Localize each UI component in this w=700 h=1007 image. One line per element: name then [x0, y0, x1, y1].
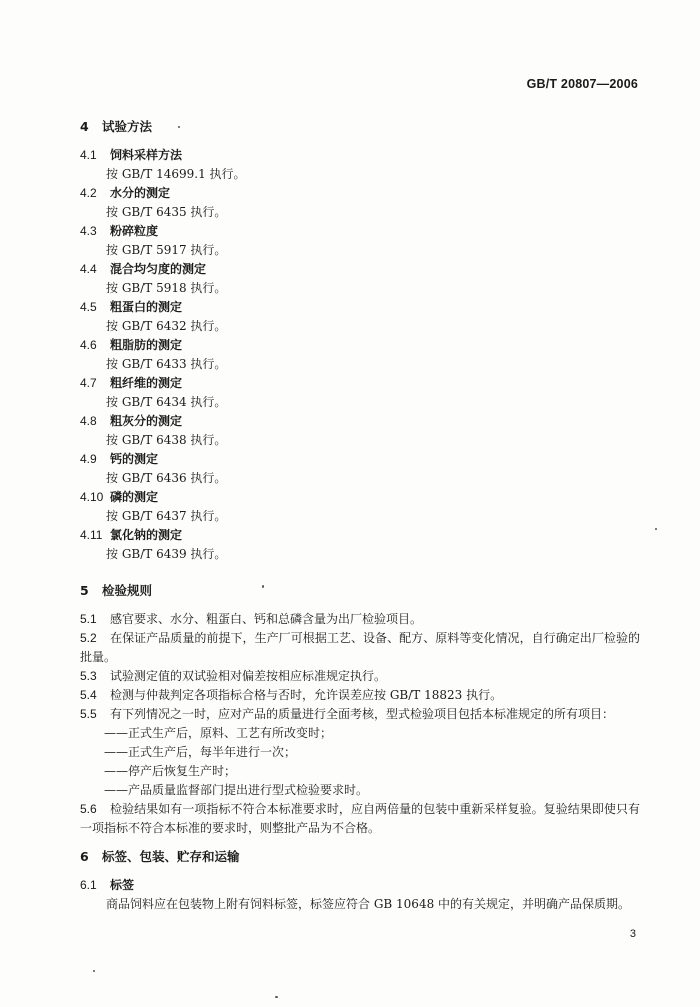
- section-title: 标签、包装、贮存和运输: [102, 849, 240, 864]
- rule-5-5-item: ——正式生产后，原料、工艺有所改变时；: [104, 726, 333, 740]
- section-4-item: [80, 412, 640, 450]
- item-number: 4.9: [80, 452, 97, 466]
- rule-text: 检验结果如有一项指标不符合本标准要求时，应自两倍量的包装中重新采样复验。复验结果即使只有一项指标不符合本标准的要求时，则整批产品为不合格。: [80, 802, 640, 835]
- item-title: 粗纤维的测定: [110, 376, 183, 390]
- section-4-item: [80, 146, 640, 184]
- clause-title: 标签: [110, 878, 135, 892]
- clause-number: 6.1: [80, 878, 97, 892]
- rule-5-5: [80, 705, 640, 724]
- item-number: 4.10: [80, 490, 104, 504]
- section-4-item: [80, 450, 640, 488]
- page-number: 3: [629, 928, 636, 940]
- item-method: 按 GB/T 14699.1 执行。: [106, 167, 246, 181]
- section-number: 4: [80, 119, 89, 134]
- section-4-item: [80, 222, 640, 260]
- rule-number: 5.3: [80, 669, 97, 683]
- section-number: 6: [80, 849, 89, 864]
- item-method: 按 GB/T 5917 执行。: [106, 243, 227, 257]
- item-number: 4.1: [80, 148, 97, 162]
- item-title: 饲料采样方法: [110, 148, 183, 162]
- rule-5-6: [80, 800, 640, 838]
- item-title: 钙的测定: [110, 452, 159, 466]
- clause-6-1-heading: [80, 876, 640, 895]
- item-method: 按 GB/T 6437 执行。: [106, 509, 227, 523]
- item-method: 按 GB/T 6433 执行。: [106, 357, 227, 371]
- scan-speck: [178, 126, 180, 128]
- rule-text: 感官要求、水分、粗蛋白、钙和总磷含量为出厂检验项目。: [110, 612, 423, 626]
- rule-number: 5.6: [80, 802, 97, 816]
- item-number: 4.3: [80, 224, 97, 238]
- item-number: 4.11: [80, 528, 103, 542]
- item-method: 按 GB/T 6434 执行。: [106, 395, 227, 409]
- scan-speck: [262, 585, 264, 588]
- item-method: 按 GB/T 6438 执行。: [106, 433, 227, 447]
- section-4-item: [80, 336, 640, 374]
- item-number: 4.6: [80, 338, 97, 352]
- item-number: 4.5: [80, 300, 97, 314]
- item-number: 4.8: [80, 414, 97, 428]
- rule-number: 5.2: [80, 631, 97, 645]
- clause-6-1-text: 商品饲料应在包装物上附有饲料标签，标签应符合 GB 10648 中的有关规定，并明确产品保质期。: [106, 897, 631, 911]
- rule-number: 5.1: [80, 612, 97, 626]
- section-4-item: [80, 184, 640, 222]
- section-4-item: [80, 298, 640, 336]
- item-title: 水分的测定: [110, 186, 171, 200]
- item-method: 按 GB/T 5918 执行。: [106, 281, 227, 295]
- item-number: 4.4: [80, 262, 97, 276]
- item-title: 混合均匀度的测定: [110, 262, 207, 276]
- rule-text: 检测与仲裁判定各项指标合格与否时，允许误差应按 GB/T 18823 执行。: [110, 688, 503, 702]
- item-method: 按 GB/T 6436 执行。: [106, 471, 227, 485]
- rule-5-5-item: ——产品质量监督部门提出进行型式检验要求时。: [104, 783, 369, 797]
- scan-speck: [655, 528, 657, 530]
- section-4-item: [80, 488, 640, 526]
- item-title: 粗脂肪的测定: [110, 338, 183, 352]
- section-6-heading: [80, 846, 640, 868]
- rule-5-1: [80, 610, 640, 629]
- item-method: 按 GB/T 6435 执行。: [106, 205, 227, 219]
- rule-5-5-item: ——停产后恢复生产时；: [104, 764, 237, 778]
- item-method: 按 GB/T 6439 执行。: [106, 547, 227, 561]
- standard-code: GB/T 20807—2006: [526, 77, 638, 91]
- rule-5-2: [80, 629, 640, 667]
- section-title: 试验方法: [102, 119, 153, 134]
- rule-5-5-item: ——正式生产后，每半年进行一次；: [104, 745, 297, 759]
- section-4-item: [80, 374, 640, 412]
- section-number: 5: [80, 583, 89, 598]
- scan-speck: [275, 996, 278, 998]
- rule-text: 有下列情况之一时，应对产品的质量进行全面考核，型式检验项目包括本标准规定的所有项目：: [110, 707, 615, 721]
- section-4-item: [80, 526, 640, 564]
- section-4-heading: [80, 116, 640, 138]
- document-body: [80, 116, 640, 914]
- rule-number: 5.4: [80, 688, 97, 702]
- item-title: 粉碎粒度: [110, 224, 159, 238]
- rule-5-3: [80, 667, 640, 686]
- item-method: 按 GB/T 6432 执行。: [106, 319, 227, 333]
- scan-speck: [93, 970, 95, 972]
- section-5-heading: [80, 580, 640, 602]
- rule-text: 试验测定值的双试验相对偏差按相应标准规定执行。: [110, 669, 387, 683]
- item-title: 氯化钠的测定: [110, 528, 183, 542]
- item-title: 粗蛋白的测定: [110, 300, 183, 314]
- rule-number: 5.5: [80, 707, 97, 721]
- rule-text: 在保证产品质量的前提下，生产厂可根据工艺、设备、配方、原料等变化情况，自行确定出厂检验的批量。: [80, 631, 640, 664]
- section-4-item: [80, 260, 640, 298]
- section-title: 检验规则: [102, 583, 153, 598]
- item-title: 粗灰分的测定: [110, 414, 183, 428]
- rule-5-4: [80, 686, 640, 705]
- item-title: 磷的测定: [110, 490, 159, 504]
- item-number: 4.2: [80, 186, 97, 200]
- item-number: 4.7: [80, 376, 97, 390]
